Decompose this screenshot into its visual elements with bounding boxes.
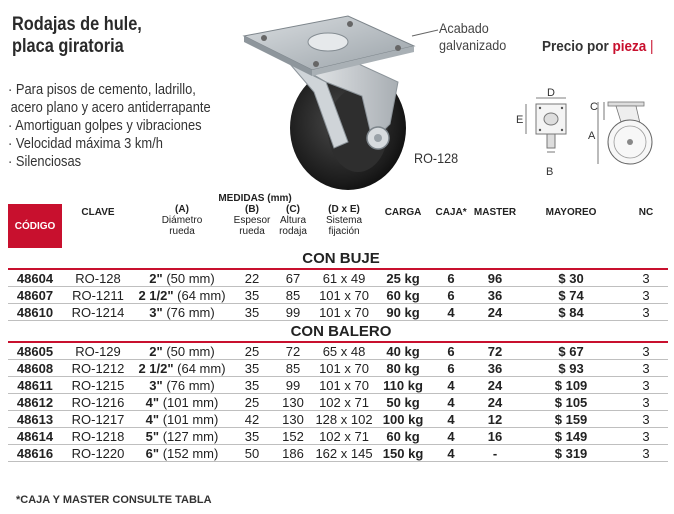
cell-diametro-inch: 2" <box>149 343 163 359</box>
cell-master: 96 <box>472 269 518 287</box>
cell-altura: 130 <box>274 394 312 411</box>
cell-altura: 130 <box>274 411 312 428</box>
cell-carga: 60 kg <box>376 287 430 304</box>
cell-altura: 85 <box>274 360 312 377</box>
header-b <box>230 204 274 248</box>
cell-caja: 6 <box>430 269 472 287</box>
cell-fijacion: 162 x 145 <box>312 445 376 462</box>
cell-diametro <box>134 377 230 394</box>
header-a-text2: rueda <box>169 226 195 237</box>
cell-mayoreo: $ 105 <box>518 394 624 411</box>
feature-item: acero plano y acero antiderrapante <box>10 99 211 116</box>
cell-espesor: 35 <box>230 377 274 394</box>
cell-carga: 50 kg <box>376 394 430 411</box>
cell-espesor: 35 <box>230 428 274 445</box>
cell-diametro <box>134 428 230 445</box>
cell-diametro-inch: 3" <box>149 304 163 320</box>
cell-altura: 67 <box>274 269 312 287</box>
spec-table <box>8 192 668 462</box>
table-row <box>8 342 668 360</box>
cell-clave: RO-1218 <box>62 428 134 445</box>
cell-carga: 25 kg <box>376 269 430 287</box>
cell-diametro-inch: 6" <box>145 445 160 461</box>
header-master: MASTER <box>473 207 517 218</box>
cell-diametro <box>134 269 230 287</box>
spec-table-body <box>8 248 668 462</box>
cell-codigo: 48610 <box>8 304 62 321</box>
table-row <box>8 287 668 304</box>
cell-carga: 60 kg <box>376 428 430 445</box>
cell-espesor: 35 <box>230 304 274 321</box>
cell-diametro <box>134 360 230 377</box>
finish-line-2: galvanizado <box>439 37 507 53</box>
table-row <box>8 411 668 428</box>
cell-diametro <box>134 394 230 411</box>
header-carga: CARGA <box>384 207 422 218</box>
cell-diametro-mm: (127 mm) <box>162 428 219 444</box>
diagram-label-a: A <box>588 130 596 142</box>
cell-fijacion: 101 x 70 <box>312 287 376 304</box>
table-row <box>8 377 668 394</box>
cell-caja: 4 <box>430 411 472 428</box>
cell-mayoreo: $ 109 <box>518 377 624 394</box>
cell-espesor: 50 <box>230 445 274 462</box>
cell-codigo: 48614 <box>8 428 62 445</box>
cell-diametro <box>134 445 230 462</box>
cell-diametro-inch: 4" <box>145 394 160 410</box>
cell-fijacion: 101 x 70 <box>312 360 376 377</box>
cell-nc: 3 <box>624 377 668 394</box>
cell-nc: 3 <box>624 269 668 287</box>
cell-mayoreo: $ 67 <box>518 342 624 360</box>
header-c-letter: (C) <box>286 204 300 215</box>
price-note-prefix: Precio por <box>542 38 613 55</box>
header-de-text2: fijación <box>328 226 360 237</box>
title-line-1: Rodajas de hule, <box>12 14 142 35</box>
cell-diametro-inch: 2" <box>149 270 163 286</box>
cell-caja: 4 <box>430 428 472 445</box>
cell-clave: RO-1217 <box>62 411 134 428</box>
cell-diametro-mm: (101 mm) <box>162 411 219 427</box>
cell-codigo: 48616 <box>8 445 62 462</box>
cell-altura: 99 <box>274 377 312 394</box>
cell-master: 36 <box>472 287 518 304</box>
cell-diametro-inch: 3" <box>149 377 163 393</box>
cell-clave: RO-1214 <box>62 304 134 321</box>
group-name: CON BUJE <box>8 248 668 269</box>
cell-diametro <box>134 342 230 360</box>
cell-fijacion: 102 x 71 <box>312 394 376 411</box>
cell-caja: 6 <box>430 287 472 304</box>
cell-carga: 110 kg <box>376 377 430 394</box>
cell-caja: 4 <box>430 304 472 321</box>
cell-codigo: 48608 <box>8 360 62 377</box>
feature-item: · Para pisos de cemento, ladrillo, <box>8 81 196 98</box>
cell-diametro-inch: 2 1/2" <box>138 360 174 376</box>
cell-nc: 3 <box>624 304 668 321</box>
header-c-text2: rodaja <box>279 226 307 237</box>
cell-codigo: 48613 <box>8 411 62 428</box>
header-codigo: CÓDIGO <box>8 204 62 248</box>
cell-fijacion: 128 x 102 <box>312 411 376 428</box>
table-row <box>8 445 668 462</box>
cell-diametro <box>134 411 230 428</box>
cell-altura: 99 <box>274 304 312 321</box>
cell-clave: RO-1215 <box>62 377 134 394</box>
cell-nc: 3 <box>624 394 668 411</box>
cell-fijacion: 61 x 49 <box>312 269 376 287</box>
header-de-text1: Sistema <box>325 215 363 226</box>
cell-mayoreo: $ 30 <box>518 269 624 287</box>
cell-caja: 4 <box>430 445 472 462</box>
header-clave: CLAVE <box>81 207 115 218</box>
cell-mayoreo: $ 149 <box>518 428 624 445</box>
group-name: CON BALERO <box>8 321 668 343</box>
feature-item: · Amortiguan golpes y vibraciones <box>8 117 202 134</box>
cell-diametro-mm: (50 mm) <box>166 270 215 286</box>
diagram-label-c: C <box>590 101 598 113</box>
feature-list <box>8 81 244 171</box>
diagram-label-e: E <box>516 114 524 126</box>
header-b-text2: rueda <box>239 226 265 237</box>
cell-codigo: 48604 <box>8 269 62 287</box>
cell-codigo: 48607 <box>8 287 62 304</box>
cell-master: 24 <box>472 304 518 321</box>
cell-espesor: 42 <box>230 411 274 428</box>
price-note <box>542 38 654 55</box>
cell-clave: RO-1220 <box>62 445 134 462</box>
cell-espesor: 22 <box>230 269 274 287</box>
header-b-text1: Espesor <box>233 215 271 226</box>
cell-master: 16 <box>472 428 518 445</box>
cell-caja: 6 <box>430 342 472 360</box>
cell-mayoreo: $ 84 <box>518 304 624 321</box>
cell-master: 12 <box>472 411 518 428</box>
cell-fijacion: 101 x 70 <box>312 377 376 394</box>
cell-nc: 3 <box>624 445 668 462</box>
cell-codigo: 48611 <box>8 377 62 394</box>
header-spacer-right <box>376 192 668 204</box>
price-note-bar: | <box>650 38 654 55</box>
feature-item: · Silenciosas <box>8 153 82 170</box>
cell-altura: 72 <box>274 342 312 360</box>
cell-mayoreo: $ 159 <box>518 411 624 428</box>
table-row <box>8 428 668 445</box>
cell-nc: 3 <box>624 411 668 428</box>
cell-diametro-mm: (64 mm) <box>177 360 226 376</box>
cell-codigo: 48612 <box>8 394 62 411</box>
title-line-2: placa giratoria <box>12 36 124 57</box>
cell-caja: 4 <box>430 394 472 411</box>
table-row <box>8 269 668 287</box>
cell-fijacion: 65 x 48 <box>312 342 376 360</box>
table-row <box>8 304 668 321</box>
feature-item: · Velocidad máxima 3 km/h <box>8 135 163 152</box>
cell-master: 36 <box>472 360 518 377</box>
header-c <box>274 204 312 248</box>
cell-mayoreo: $ 74 <box>518 287 624 304</box>
cell-altura: 85 <box>274 287 312 304</box>
cell-caja: 4 <box>430 377 472 394</box>
cell-espesor: 35 <box>230 287 274 304</box>
cell-diametro-mm: (76 mm) <box>166 377 215 393</box>
header-c-text1: Altura <box>279 215 307 226</box>
finish-line-1: Acabado <box>439 20 489 36</box>
finish-label <box>439 20 506 54</box>
cell-espesor: 25 <box>230 342 274 360</box>
cell-altura: 152 <box>274 428 312 445</box>
price-note-highlight: pieza <box>612 38 647 55</box>
model-label: RO-128 <box>414 150 459 166</box>
cell-diametro-mm: (50 mm) <box>166 343 215 359</box>
footnote: *CAJA Y MASTER CONSULTE TABLA <box>16 494 212 506</box>
cell-diametro-mm: (101 mm) <box>162 394 219 410</box>
header-a-text1: Diámetro <box>161 215 203 226</box>
cell-master: 72 <box>472 342 518 360</box>
cell-codigo: 48605 <box>8 342 62 360</box>
cell-diametro-inch: 4" <box>145 411 160 427</box>
cell-diametro-mm: (76 mm) <box>166 304 215 320</box>
cell-mayoreo: $ 319 <box>518 445 624 462</box>
cell-diametro <box>134 304 230 321</box>
header-a-letter: (A) <box>175 204 189 215</box>
table-row <box>8 394 668 411</box>
header-b-letter: (B) <box>245 204 259 215</box>
cell-clave: RO-129 <box>62 342 134 360</box>
header-mayoreo: MAYOREO <box>545 207 597 218</box>
cell-diametro-inch: 5" <box>145 428 160 444</box>
cell-carga: 150 kg <box>376 445 430 462</box>
cell-caja: 6 <box>430 360 472 377</box>
cell-nc: 3 <box>624 342 668 360</box>
header-de-letter: (D x E) <box>328 204 360 215</box>
table-row <box>8 360 668 377</box>
cell-diametro <box>134 287 230 304</box>
cell-mayoreo: $ 93 <box>518 360 624 377</box>
cell-fijacion: 101 x 70 <box>312 304 376 321</box>
header-a <box>134 204 230 248</box>
cell-nc: 3 <box>624 287 668 304</box>
cell-diametro-inch: 2 1/2" <box>138 287 174 303</box>
cell-master: 24 <box>472 394 518 411</box>
header-nc: NC <box>638 207 654 218</box>
cell-clave: RO-1212 <box>62 360 134 377</box>
cell-diametro-mm: (64 mm) <box>177 287 226 303</box>
group-header-row <box>8 321 668 343</box>
diagram-label-d: D <box>547 87 555 99</box>
cell-clave: RO-1216 <box>62 394 134 411</box>
cell-carga: 80 kg <box>376 360 430 377</box>
cell-carga: 90 kg <box>376 304 430 321</box>
cell-espesor: 25 <box>230 394 274 411</box>
cell-carga: 100 kg <box>376 411 430 428</box>
cell-carga: 40 kg <box>376 342 430 360</box>
group-header-row <box>8 248 668 269</box>
cell-master: - <box>472 445 518 462</box>
diagram-label-b: B <box>546 166 554 178</box>
cell-nc: 3 <box>624 428 668 445</box>
header-caja: CAJA* <box>435 207 467 218</box>
caster-dimension-diagram <box>512 86 662 178</box>
cell-altura: 186 <box>274 445 312 462</box>
cell-master: 24 <box>472 377 518 394</box>
cell-nc: 3 <box>624 360 668 377</box>
cell-clave: RO-128 <box>62 269 134 287</box>
page-title <box>12 14 163 58</box>
cell-diametro-mm: (152 mm) <box>162 445 219 461</box>
cell-espesor: 35 <box>230 360 274 377</box>
header-medidas: MEDIDAS (mm) <box>218 193 292 204</box>
header-de <box>312 204 376 248</box>
cell-fijacion: 102 x 71 <box>312 428 376 445</box>
cell-clave: RO-1211 <box>62 287 134 304</box>
swivel-caster-photo <box>230 12 420 192</box>
header-spacer <box>8 192 134 204</box>
